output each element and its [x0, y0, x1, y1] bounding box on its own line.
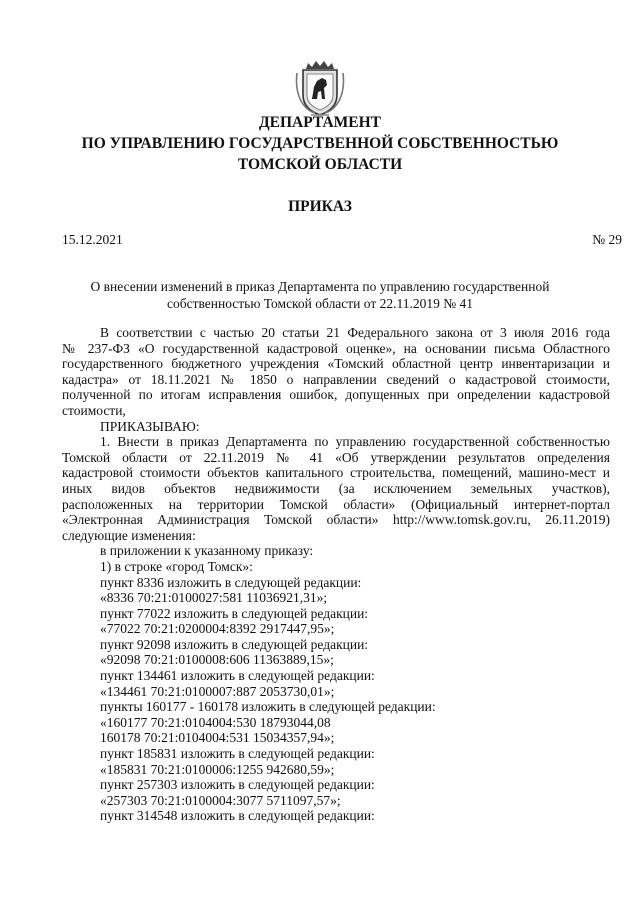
decree-word: ПРИКАЗЫВАЮ:	[100, 418, 200, 434]
preamble-line: стоимости,	[62, 402, 126, 418]
item-1-line: расположенных на территории Томской области» (Официальный интернет-портал	[62, 496, 610, 512]
change-line: «8336 70:21:0100027:581 11036921,31»;	[100, 590, 328, 606]
change-line: пункты 160177 - 160178 изложить в следующей редакции:	[100, 699, 436, 715]
change-line: пункт 185831 изложить в следующей редакции:	[100, 746, 375, 762]
order-title: ПРИКАЗ	[288, 198, 352, 215]
change-line: «77022 70:21:0200004:8392 2917447,95»;	[100, 621, 335, 637]
order-subject-line-2: собственностью Томской области от 22.11.2019 № 41	[166, 295, 474, 311]
item-1-line: «Электронная Администрация Томской области» http://www.tomsk.gov.ru, 26.11.2019)	[62, 512, 610, 528]
change-line: «134461 70:21:0100007:887 2053730,01»;	[100, 683, 335, 699]
change-line: «92098 70:21:0100008:606 11363889,15»;	[100, 652, 334, 668]
change-line: «257303 70:21:0100004:3077 5711097,57»;	[100, 792, 341, 808]
change-line: пункт 92098 изложить в следующей редакции:	[100, 636, 369, 652]
preamble-line: государственного бюджетного учреждения «Томский областной центр инвентаризации и	[62, 356, 610, 372]
order-subject-line-1: О внесении изменений в приказ Департамента по управлению государственной	[90, 279, 550, 294]
order-body	[62, 325, 610, 824]
item-1-line: иных видов объектов недвижимости (за исключением земельных участков),	[62, 480, 610, 496]
tomsk-region-coat-of-arms-icon	[293, 55, 347, 119]
change-line: 160178 70:21:0104004:531 15034357,94»;	[100, 730, 335, 746]
preamble-line: полученной по итогам исправления ошибок, допущенных при определении кадастровой	[62, 387, 610, 403]
change-line: в приложении к указанному приказу:	[100, 543, 314, 559]
item-1-line: 1. Внести в приказ Департамента по управлению государственной собственностью	[100, 434, 610, 450]
change-line: 1) в строке «город Томск»:	[100, 558, 253, 574]
order-date: 15.12.2021	[62, 232, 123, 247]
department-header	[40, 112, 600, 175]
change-line: пункт 314548 изложить в следующей редакции:	[100, 808, 375, 824]
change-line: пункт 257303 изложить в следующей редакции:	[100, 777, 375, 793]
department-header-line-2: ПО УПРАВЛЕНИЮ ГОСУДАРСТВЕННОЙ СОБСТВЕННОСТЬЮ	[81, 135, 559, 152]
change-line: пункт 134461 изложить в следующей редакции:	[100, 668, 375, 684]
item-1-line: следующие изменения:	[62, 527, 196, 543]
preamble-line: № 237-ФЗ «О государственной кадастровой оценке», на основании письма Областного	[62, 340, 610, 356]
item-1-line: кадастровой стоимости объектов капитального строительства, помещений, машино-мест и	[62, 465, 610, 481]
department-header-line-1: ДЕПАРТАМЕНТ	[258, 114, 382, 131]
change-line: «185831 70:21:0100006:1255 942680,59»;	[100, 761, 335, 777]
preamble-line: кадастра» от 18.11.2021 № 1850 о направлении сведений о кадастровой стоимости,	[62, 371, 610, 387]
preamble-line: В соответствии с частью 20 статьи 21 Федерального закона от 3 июля 2016 года	[100, 325, 610, 340]
change-line: пункт 8336 изложить в следующей редакции:	[100, 574, 362, 590]
order-subject	[60, 279, 580, 312]
change-line: «160177 70:21:0104004:530 18793044,08	[100, 714, 331, 730]
change-line: пункт 77022 изложить в следующей редакции:	[100, 605, 369, 621]
department-header-line-3: ТОМСКОЙ ОБЛАСТИ	[237, 156, 403, 173]
order-number: № 29	[592, 232, 622, 247]
item-1-line: Томской области от 22.11.2019 № 41 «Об утверждении результатов определения	[62, 449, 610, 465]
